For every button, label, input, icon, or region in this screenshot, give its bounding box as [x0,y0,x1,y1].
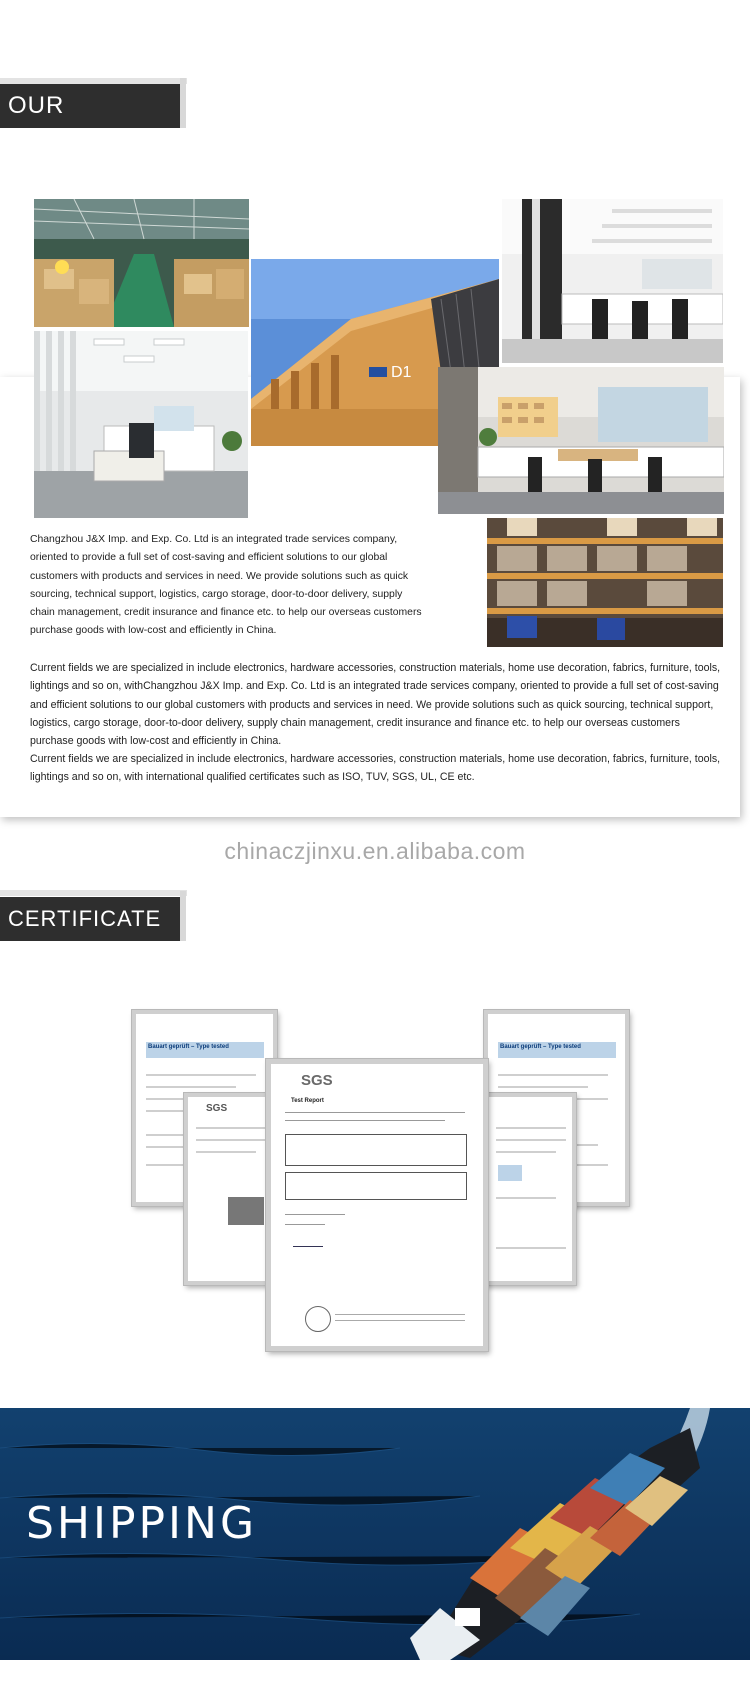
banner-shadow [0,890,187,896]
about-paragraph-1: Changzhou J&X Imp. and Exp. Co. Ltd is an integrated trade services company, oriented to provide a full set of cost-saving and efficient solutions to our global customers with products and services in need. We provide solutions such as quick sourcing, technical support, logistics, cargo storage, door-to-door delivery, supply chain management, credit insurance and finance etc. to help our overseas customers purchase goods with low-cost and efficiently in China. [30,534,422,637]
sgs-test-report [266,1059,488,1351]
office-photo-2 [502,199,723,363]
sgs-certificate-small-left [184,1093,274,1285]
sgs-logo: SGS [206,1103,228,1114]
tuv-certificate-small-right [484,1093,576,1285]
building-sign: D1 [391,364,412,381]
warehouse-photo [34,199,249,327]
about-paragraph-2: Current fields we are specialized in include electronics, hardware accessories, construction materials, home use decoration, fabrics, furniture, tools, lightings and so on, withChangzhou J&X Imp. and Exp. Co. Ltd is an integrated trade services company, oriented to provide a full set of cost-saving and efficient solutions to our global customers with products and services in need. We provide solutions such as quick sourcing, technical support, logistics, cargo storage, door-to-door delivery, supply chain management, credit insurance and finance etc. to help our overseas customers purchase goods with low-cost and efficiently in China. [30,662,721,748]
bauart-heading: Bauart geprüft – Type tested [148,1044,229,1050]
factory-section-title: OUR FACTORT [0,84,180,128]
store-watermark: chinaczjinxu.en.alibaba.com [224,838,526,864]
about-paragraph-3: Current fields we are specialized in include electronics, hardware accessories, construction materials, home use decoration, fabrics, furniture, tools, lightings and so on, with international qualified certificates such as ISO, TUV, SGS, UL, CE etc. [30,753,721,784]
office-photo-3 [438,367,724,514]
certificate-section-title: CERTIFICATE [0,897,180,941]
bauart-heading: Bauart geprüft – Type tested [500,1044,581,1050]
office-photo-1 [34,331,248,518]
test-report-title: Test Report [291,1098,324,1104]
storage-photo [487,518,723,647]
sgs-logo: SGS [301,1072,333,1089]
shipping-section-title: SHIPPING [26,1498,258,1549]
